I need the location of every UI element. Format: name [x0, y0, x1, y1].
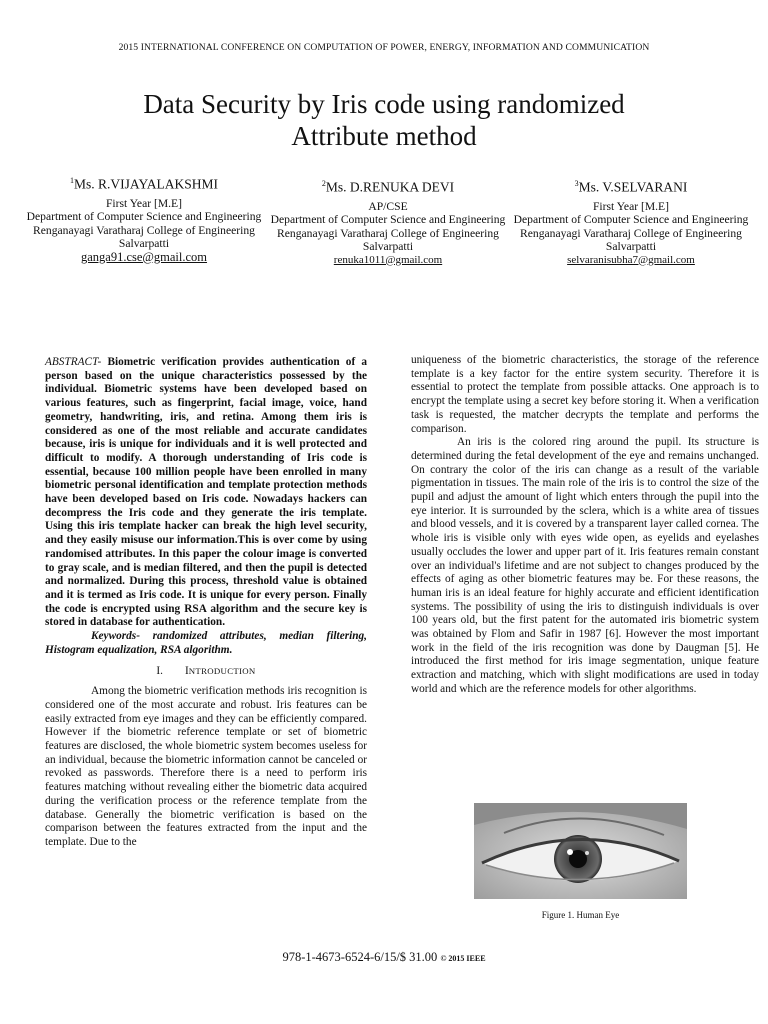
ieee-copyright: © 2015 IEEE: [440, 954, 486, 963]
paper-title: [60, 88, 708, 152]
author-place: Salvarpatti: [605, 240, 657, 254]
author-name: $^1$Ms. R.VIJAYALAKSHMI: [70, 176, 218, 192]
author-block-2: [268, 177, 508, 267]
figure-caption: Figure 1. Human Eye: [541, 910, 620, 920]
author-college: Renganayagi Varatharaj College of Engineering: [277, 226, 499, 240]
author-email-link[interactable]: renuka1011@gmail.com: [333, 253, 443, 266]
keywords: Keywords- randomized attributes, median filtering, Histogram equalization, RSA algorithm.: [45, 630, 367, 656]
author-position: First Year [M.E]: [592, 199, 669, 213]
left-column: [45, 356, 367, 850]
title-line-1: Data Security by Iris code using randomized: [143, 89, 625, 119]
author-name: $^2$Ms. D.RENUKA DEVI: [321, 179, 455, 195]
author-email-link[interactable]: selvaranisubha7@gmail.com: [567, 253, 695, 266]
human-eye-image: [474, 803, 687, 899]
isbn-text: 978-1-4673-6524-6/15/$ 31.00: [282, 950, 441, 964]
author-block-1: [24, 174, 264, 264]
abstract-text: Biometric verification provides authentication of a person based on the unique characteristics possessed by the individual. Biometric systems have been developed based on various features, such as fingerprint, facial image, voice, hand geometry, handwriting, iris, and retina. Among them iris is considered as one of the most reliable and accurate candidates because, iris is unique for individuals and it is well protected and difficult to modify. A thorough understanding of Iris code is essential, because 100 million people have been enrolled in many biometric personal identification and template protection methods have been developed based on Iris code. Nowadays hackers can decompress the Iris code and they generate the iris template. Using this iris template hacker can break the high level security, and they easily misuse our information.This is over come by using randomised attributes. In this paper the colour image is converted to gray scale, and is median filtered, and then the pupil is detected and normalized. During this process, threshold value is obtained and it is termed as Iris code. It is unique for every person. Finally the code is encrypted using RSA algorithm and the secure key is stored in database for authentication.: [45, 356, 367, 629]
author-college: Renganayagi Varatharaj College of Engineering: [520, 226, 742, 240]
abstract: [45, 356, 367, 630]
author-position: AP/CSE: [368, 199, 408, 213]
author-college: Renganayagi Varatharaj College of Engineering: [33, 223, 255, 237]
author-place: Salvarpatti: [118, 237, 170, 251]
body-paragraph-1: uniqueness of the biometric characteristics, the storage of the reference template is a key factor for the entire system security. Therefore it is essential to protect the template from possible attacks. One approach is to encrypt the template using a secret key before storing it. When a verification task is requested, the matcher decrypts the template and performs the comparison.: [411, 354, 759, 435]
author-block-3: [511, 177, 751, 267]
author-name: $^3$Ms. V.SELVARANI: [574, 179, 688, 195]
abstract-label: ABSTRACT-: [45, 356, 102, 368]
author-department: Department of Computer Science and Engineering: [270, 213, 506, 227]
page-footer: [0, 950, 768, 965]
figure-human-eye: [474, 803, 687, 899]
section-heading-introduction: I. INTRODUCTION: [156, 665, 256, 678]
author-place: Salvarpatti: [362, 240, 414, 254]
right-column: [411, 354, 759, 697]
author-position: First Year [M.E]: [105, 196, 182, 210]
intro-paragraph: Among the biometric verification methods iris recognition is considered one of the most accurate and robust. Iris features can be easily extracted from eye images and they can be efficiently compared. However if the biometric reference template or set of biometric features are disclosed, the whole biometric system becomes useless for an individual, because the biometric information cannot be canceled or revoked as passwords. Therefore there is a need to perform iris features matching without revealing either the biometric data acquired during the verification process or the reference template from the database. Generally the biometric verification is based on the comparison between the features extracted from the input and the template. Due to the: [45, 685, 367, 848]
author-department: Department of Computer Science and Engineering: [26, 210, 262, 224]
title-line-2: Attribute method: [291, 121, 477, 151]
author-department: Department of Computer Science and Engineering: [513, 213, 749, 227]
author-email-link[interactable]: ganga91.cse@gmail.com: [80, 249, 208, 264]
conference-header: 2015 INTERNATIONAL CONFERENCE ON COMPUTATION OF POWER, ENERGY, INFORMATION AND COMMUNICATION: [118, 42, 650, 53]
body-paragraph-2: An iris is the colored ring around the pupil. Its structure is determined during the fetal development of the eye and remains unchanged. On contrary the color of the iris can change as a result of the variable pigmentation in tissues. The main role of the iris is to control the size of the pupil and adjust the amount of light which enters through the pupil into the eye interior. It is surrounded by the sclera, which is a white area of tissues and blood vessels, and it is covered by a transparent layer called cornea. The whole iris is visible only with eyes wide open, as eyelids and eyelashes usually occludes the lower and upper part of it. Iris features remain constant over an individual's lifetime and are not subject to changes produced by the effects of aging as other biometric features may be. For these reasons, the human iris is an ideal feature for highly accurate and efficient identification systems. The possibility of using the iris to distinguish individuals is over 100 years old, but the first patent for the automated iris biometric system was obtained by Flom and Safir in 1987 [6]. However the most important work in the field of the iris recognition was done by Daugman [5]. He introduced the first method for iris image segmentation, unique feature extraction and matching, which with slight modifications are used in today world and which are the reference models for other algorithms.: [411, 436, 759, 695]
